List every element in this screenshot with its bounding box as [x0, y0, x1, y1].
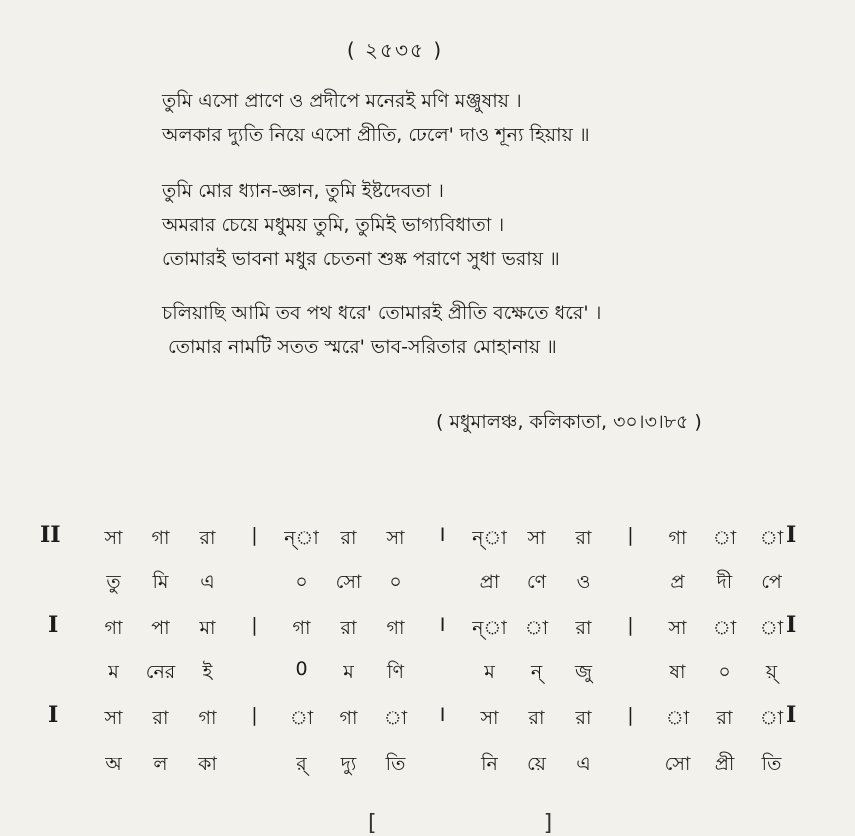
lyric-line: চলিয়াছি আমি তব পথ ধরে' তোমারই প্রীতি বক্ষেতে ধরে' ।	[162, 302, 602, 324]
lyric-syllable: ন্‌	[530, 661, 543, 683]
page-edge-bracket: [ ]	[368, 811, 633, 836]
swara-note: া	[712, 617, 737, 639]
lyric-syllable: দ্যু	[340, 753, 357, 775]
lyric-syllable: ০	[389, 571, 402, 593]
bar-line: I	[439, 524, 446, 546]
bar-line: |	[251, 704, 258, 726]
lyric-syllable: ও	[576, 571, 591, 593]
lyric-syllable: র্‌	[296, 753, 307, 775]
lyric-syllable: মি	[152, 571, 169, 593]
page-number: ( ২৫৩৫ )	[346, 38, 444, 62]
lyric-syllable	[607, 750, 654, 782]
swara-note: রা	[152, 707, 169, 729]
bar-line: |	[627, 524, 634, 546]
swara-note: রা	[575, 617, 592, 639]
lyric-syllable: এ	[200, 571, 215, 593]
lyric-syllable: ষা	[669, 661, 686, 683]
lyric-syllable: নের	[145, 661, 176, 683]
swara-note: সা	[668, 617, 687, 639]
lyric-syllable-row	[90, 658, 795, 690]
swara-note: ন্‌া	[284, 527, 319, 549]
lyric-syllable: ই	[202, 661, 213, 683]
lyric-syllable: নি	[481, 753, 498, 775]
lyric-syllable: য়ে	[527, 753, 546, 775]
lyric-syllable: 0	[295, 658, 308, 680]
lyric-syllable	[419, 568, 466, 600]
lyric-syllable: তি	[385, 753, 406, 775]
swara-note: রা	[199, 527, 216, 549]
swara-note: রা	[575, 527, 592, 549]
lyric-syllable: সো	[335, 571, 362, 593]
lyric-line: তোমার নামটি সতত স্মরে' ভাব-সরিতার মোহানায় ॥	[168, 336, 557, 358]
lyric-syllable	[231, 658, 278, 690]
lyric-syllable: তু	[106, 571, 121, 593]
swara-row	[90, 614, 795, 646]
lyric-syllable: ম	[108, 661, 119, 683]
swara-note: া	[383, 707, 408, 729]
lyric-syllable	[419, 658, 466, 690]
lyric-syllable: প্রা	[479, 571, 500, 593]
swara-note: া	[759, 617, 784, 639]
swara-note: রা	[340, 527, 357, 549]
stanza-2	[162, 174, 560, 276]
swara-note: গা	[104, 617, 123, 639]
lyric-syllable-row	[90, 568, 795, 600]
swara-note: া	[524, 617, 549, 639]
notation-row-end-symbol: I	[786, 522, 797, 548]
notation-row-start-symbol: I	[48, 612, 59, 638]
stanza-1	[162, 84, 590, 152]
bar-line: I	[439, 614, 446, 636]
swara-note: মা	[199, 617, 216, 639]
lyric-syllable: ল	[153, 753, 168, 775]
lyric-syllable: পে	[761, 571, 782, 593]
bar-line: I	[439, 704, 446, 726]
lyric-syllable: ম	[484, 661, 495, 683]
lyric-syllable: তি	[761, 753, 782, 775]
lyric-syllable: ণে	[526, 571, 547, 593]
swara-note: সা	[104, 707, 123, 729]
swara-note: া	[759, 707, 784, 729]
swara-note: গা	[386, 617, 405, 639]
swara-note: ন্‌া	[472, 527, 507, 549]
stanza-3	[162, 296, 601, 364]
swara-row	[90, 524, 795, 556]
lyric-syllable: এ	[576, 753, 591, 775]
lyric-syllable: ০	[718, 661, 731, 683]
swara-row	[90, 704, 795, 736]
swara-note: সা	[104, 527, 123, 549]
swara-note: সা	[527, 527, 546, 549]
swara-note: গা	[198, 707, 217, 729]
lyric-syllable	[607, 568, 654, 600]
lyric-syllable	[419, 750, 466, 782]
notation-row-start-symbol: II	[40, 522, 61, 548]
signature: ( মধুমালঞ্চ, কলিকাতা, ৩০।৩।৮৫ )	[436, 411, 702, 433]
lyric-syllable	[231, 750, 278, 782]
swara-note: সা	[386, 527, 405, 549]
swara-note: গা	[668, 527, 687, 549]
swara-note: া	[712, 527, 737, 549]
lyric-syllable: ০	[295, 571, 308, 593]
swara-note: া	[759, 527, 784, 549]
swara-note: গা	[339, 707, 358, 729]
swara-note: রা	[340, 617, 357, 639]
lyric-syllable: জু	[575, 661, 592, 683]
swara-note: গা	[292, 617, 311, 639]
lyric-line: তুমি মোর ধ্যান-জ্ঞান, তুমি ইষ্টদেবতা ।	[162, 180, 444, 202]
lyric-line: তুমি এসো প্রাণে ও প্রদীপে মনেরই মণি মঞ্জুষায় ।	[162, 90, 522, 112]
swara-note: া	[289, 707, 314, 729]
lyric-line: অমরার চেয়ে মধুময় তুমি, তুমিই ভাগ্যবিধাতা ।	[162, 214, 505, 236]
lyric-syllable: প্র	[670, 571, 685, 593]
lyric-line: তোমারই ভাবনা মধুর চেতনা শুষ্ক পরাণে সুধা ভরায় ॥	[162, 248, 560, 270]
notation-row-end-symbol: I	[786, 702, 797, 728]
lyric-syllable: দী	[716, 571, 733, 593]
bar-line: |	[627, 704, 634, 726]
lyric-syllable: কা	[198, 753, 217, 775]
lyric-syllable	[231, 568, 278, 600]
swara-note: া	[665, 707, 690, 729]
swara-note: সা	[480, 707, 499, 729]
lyric-syllable: ম	[343, 661, 354, 683]
lyric-syllable	[607, 658, 654, 690]
lyric-syllable: প্রী	[714, 753, 735, 775]
bar-line: |	[627, 614, 634, 636]
lyric-syllable: সো	[664, 753, 691, 775]
bar-line: |	[251, 614, 258, 636]
bar-line: |	[251, 524, 258, 546]
lyric-syllable: য়্‌	[765, 661, 778, 683]
notation-row-start-symbol: I	[48, 702, 59, 728]
swara-note: রা	[716, 707, 733, 729]
swara-note: রা	[575, 707, 592, 729]
lyric-line: অলকার দ্যুতি নিয়ে এসো প্রীতি, ঢেলে' দাও শূন্য হিয়ায় ॥	[162, 124, 590, 146]
notation-row-end-symbol: I	[786, 612, 797, 638]
swara-note: ন্‌া	[472, 617, 507, 639]
lyric-syllable: ণি	[387, 661, 404, 683]
swara-note: পা	[151, 617, 170, 639]
lyric-syllable: অ	[105, 753, 122, 775]
swara-note: রা	[528, 707, 545, 729]
swara-note: গা	[151, 527, 170, 549]
lyric-syllable-row	[90, 750, 795, 782]
